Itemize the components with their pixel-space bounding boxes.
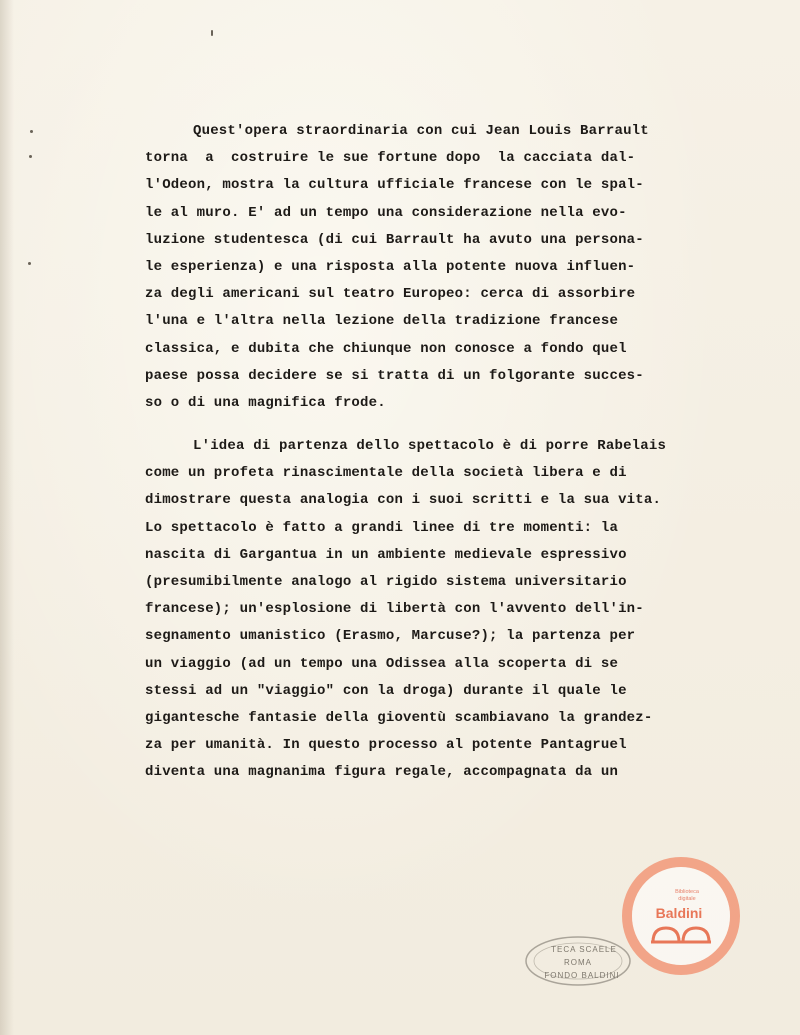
text-line: come un profeta rinascimentale della società libera e di bbox=[145, 465, 627, 482]
text-line: le esperienza) e una risposta alla potente nuova influen- bbox=[145, 258, 636, 275]
text-line: za per umanità. In questo processo al potente Pantagruel bbox=[145, 737, 627, 754]
logo-brand-text: Baldini bbox=[655, 905, 703, 921]
text-line: dimostrare questa analogia con i suoi scritti e la sua vita. bbox=[145, 492, 662, 509]
typewritten-text bbox=[145, 118, 705, 787]
text-line: l'Odeon, mostra la cultura ufficiale francese con le spal- bbox=[145, 177, 644, 194]
text-line: (presumibilmente analogo al rigido sistema universitario bbox=[145, 574, 627, 590]
margin-mark bbox=[28, 262, 31, 265]
text-line: nascita di Gargantua in un ambiente medievale espressivo bbox=[145, 546, 627, 563]
archive-stamp bbox=[522, 932, 634, 990]
text-line: classica, e dubita che chiunque non conosce a fondo quel bbox=[145, 340, 627, 357]
text-line: segnamento umanistico (Erasmo, Marcuse?); la partenza per bbox=[145, 628, 636, 645]
logo-small-text-2: digitale bbox=[678, 896, 696, 902]
margin-mark bbox=[29, 155, 32, 158]
text-line: L'idea di partenza dello spettacolo è di porre Rabelais bbox=[193, 438, 667, 455]
text-line: le al muro. E' ad un tempo una considerazione nella evo- bbox=[145, 204, 627, 221]
stamp-middle-text: ROMA bbox=[564, 958, 592, 967]
text-line: diventa una magnanima figura regale, accompagnata da un bbox=[145, 764, 619, 781]
paragraph bbox=[145, 118, 705, 417]
text-line: so o di una magnifica frode. bbox=[145, 394, 386, 411]
text-line: za degli americani sul teatro Europeo: cerca di assorbire bbox=[145, 286, 636, 303]
text-line: Quest'opera straordinaria con cui Jean Louis Barrault bbox=[193, 123, 649, 139]
text-line: paese possa decidere se si tratta di un folgorante succes- bbox=[145, 367, 644, 384]
text-line: luzione studentesca (di cui Barrault ha avuto una persona- bbox=[145, 231, 644, 248]
text-line: l'una e l'altra nella lezione della tradizione francese bbox=[145, 313, 619, 330]
logo-small-text-1: Biblioteca bbox=[675, 889, 699, 895]
margin-mark bbox=[211, 30, 213, 36]
text-line: gigantesche fantasie della gioventù scambiavano la grandez- bbox=[145, 709, 653, 726]
page-edge-shadow bbox=[0, 0, 14, 1035]
paragraph bbox=[145, 433, 705, 786]
margin-mark bbox=[30, 130, 33, 133]
text-line: Lo spettacolo è fatto a grandi linee di tre momenti: la bbox=[145, 519, 619, 536]
text-line: stessi ad un "viaggio" con la droga) durante il quale le bbox=[145, 682, 627, 699]
baldini-library-logo bbox=[621, 856, 741, 976]
stamp-top-text: TECA SCAELE bbox=[551, 945, 617, 954]
text-line: francese); un'esplosione di libertà con l'avvento dell'in- bbox=[145, 601, 644, 618]
text-line: un viaggio (ad un tempo una Odissea alla scoperta di se bbox=[145, 655, 619, 672]
stamp-bottom-text: FONDO BALDINI bbox=[544, 971, 620, 980]
text-line: torna a costruire le sue fortune dopo la cacciata dal- bbox=[145, 150, 636, 167]
